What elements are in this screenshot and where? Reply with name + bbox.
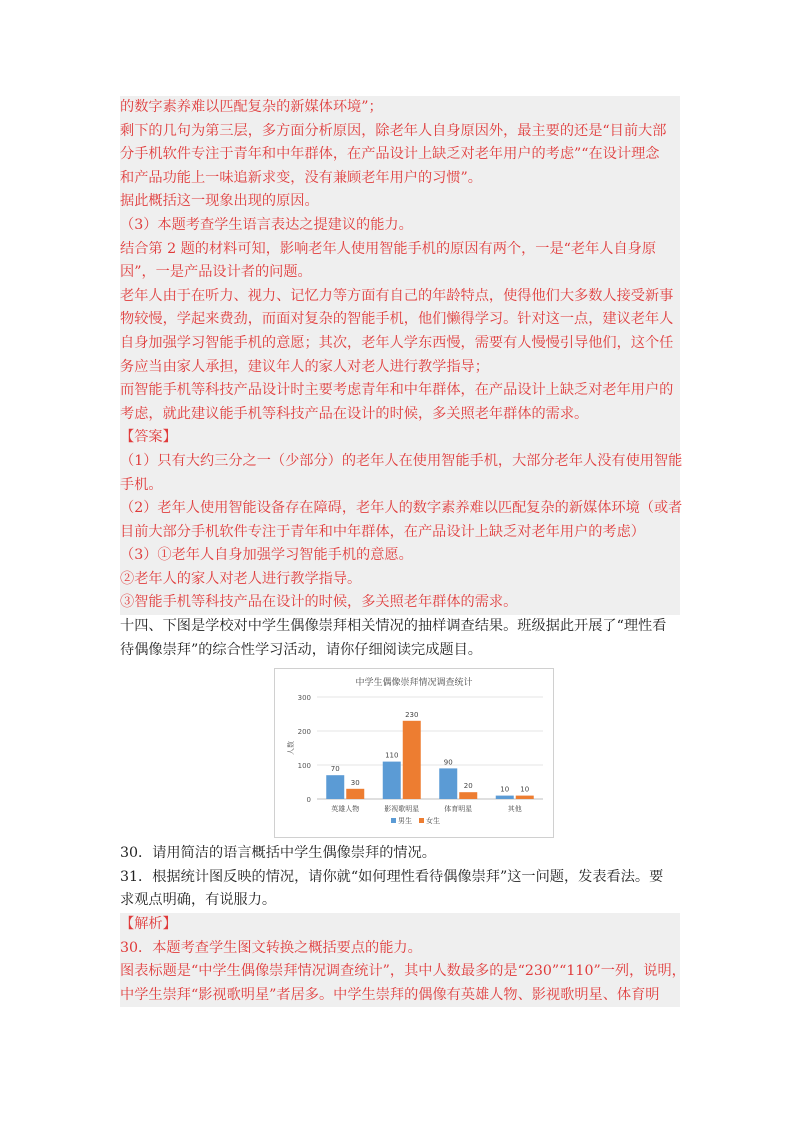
text-line: 分手机软件专注于青年和中年群体，在产品设计上缺乏对老年用户的考虑”“在设计理念 xyxy=(120,146,660,163)
data-label: 30 xyxy=(350,779,360,788)
bar-male xyxy=(439,769,457,800)
text-line: 据此概括这一现象出现的原因。 xyxy=(120,193,319,210)
chart-title: 中学生偶像崇拜情况调查统计 xyxy=(355,678,473,689)
text-line: 结合第 2 题的材料可知，影响老年人使用智能手机的原因有两个，一是“老年人自身原 xyxy=(120,240,657,257)
y-tick-label: 0 xyxy=(306,796,311,805)
text-line: 而智能手机等科技产品设计时主要考虑青年和中年群体，在产品设计上缺乏对老年用户的 xyxy=(120,382,674,399)
analysis-tag: 【解析】 xyxy=(120,916,177,933)
questions-30-31 xyxy=(120,842,680,913)
legend-label: 男生 xyxy=(398,817,412,826)
data-label: 230 xyxy=(405,711,419,720)
text-line: 剩下的几句为第三层，多方面分析原因，除老年人自身原因外，最主要的还是“目前大部 xyxy=(120,122,667,139)
bar-female xyxy=(346,789,364,799)
analysis-line: 30．本题考查学生图文转换之概括要点的能力。 xyxy=(120,939,422,956)
analysis-line: 图表标题是“中学生偶像崇拜情况调查统计”，其中人数最多的是“230”“110”一列，说明， xyxy=(120,963,686,980)
text-line: 自身加强学习智能手机的意愿；其次，老年人学东西慢，需要有人慢慢引导他们，这个任 xyxy=(120,334,674,351)
bar-male xyxy=(326,775,344,799)
y-tick-label: 100 xyxy=(297,762,311,771)
text-line: 考虑，就此建议能手机等科技产品在设计的时候，多关照老年群体的需求。 xyxy=(120,405,589,422)
x-tick-label: 其他 xyxy=(507,805,522,814)
bar-male xyxy=(383,762,401,799)
legend-swatch xyxy=(419,818,424,823)
answer-line: ③智能手机等科技产品在设计的时候，多关照老年群体的需求。 xyxy=(120,594,518,611)
explanation-block xyxy=(120,96,683,615)
question-line: 待偶像崇拜”的综合性学习活动，请你仔细阅读完成题目。 xyxy=(120,641,482,658)
y-axis-label: 人数 xyxy=(287,741,295,756)
answer-line: （3）①老年人自身加强学习智能手机的意愿。 xyxy=(120,547,413,564)
y-tick-label: 300 xyxy=(297,694,311,703)
bar-female xyxy=(403,721,421,799)
text-line: （3）本题考查学生语言表达之提建议的能力。 xyxy=(120,216,413,233)
data-label: 70 xyxy=(330,765,340,774)
question-line: 30．请用简洁的语言概括中学生偶像崇拜的情况。 xyxy=(120,845,436,862)
bar-female xyxy=(459,792,477,799)
question-line: 31．根据统计图反映的情况，请你就“如何理性看待偶像崇拜”这一问题，发表看法。要 xyxy=(120,868,664,885)
data-label: 90 xyxy=(443,758,453,767)
text-line: 的数字素养难以匹配复杂的新媒体环境”； xyxy=(120,99,383,115)
answer-line: 手机。 xyxy=(120,476,163,493)
data-label: 10 xyxy=(520,785,530,794)
question-line: 求观点明确，有说服力。 xyxy=(120,892,277,909)
question-line: 十四、下图是学校对中学生偶像崇拜相关情况的抽样调查结果。班级据此开展了“理性看 xyxy=(120,618,667,635)
answer-tag: 【答案】 xyxy=(120,429,177,446)
text-line: 因”，一是产品设计者的问题。 xyxy=(120,264,312,281)
chart-svg xyxy=(275,669,553,837)
bar-chart xyxy=(274,668,554,838)
data-label: 20 xyxy=(463,782,473,791)
answer-line: 目前大部分手机软件专注于青年和中年群体，在产品设计上缺乏对老年用户的考虑） xyxy=(120,523,645,540)
x-tick-label: 体育明星 xyxy=(444,805,473,814)
data-label: 110 xyxy=(385,751,399,760)
text-line: 务应当由家人承担，建议年人的家人对老人进行教学指导； xyxy=(120,358,489,375)
text-line: 老年人由于在听力、视力、记忆力等方面有自己的年龄特点，使得他们大多数人接受新事 xyxy=(120,287,674,304)
document-page xyxy=(120,96,686,1007)
question-14 xyxy=(120,615,680,662)
x-tick-label: 影视歌明星 xyxy=(384,805,420,814)
legend-swatch xyxy=(391,818,396,823)
text-line: 和产品功能上一味追新求变，没有兼顾老年用户的习惯”。 xyxy=(120,169,482,186)
y-tick-label: 200 xyxy=(297,728,311,737)
answer-line: （1）只有大约三分之一（少部分）的老年人在使用智能手机，大部分老年人没有使用智能 xyxy=(120,452,683,469)
x-tick-label: 英雄人物 xyxy=(331,805,360,814)
bar-female xyxy=(516,796,534,799)
answer-line: ②老年人的家人对老人进行教学指导。 xyxy=(120,570,362,587)
analysis-line: 中学生崇拜“影视歌明星”者居多。中学生崇拜的偶像有英雄人物、影视歌明星、体育明 xyxy=(120,986,660,1003)
answer-line: （2）老年人使用智能设备存在障碍，老年人的数字素养难以匹配复杂的新媒体环境（或者 xyxy=(120,500,683,517)
legend-label: 女生 xyxy=(426,817,440,826)
text-line: 物较慢，学起来费劲，而面对复杂的智能手机，他们懒得学习。针对这一点，建议老年人 xyxy=(120,311,674,328)
analysis-block xyxy=(120,913,686,1007)
bar-male xyxy=(496,796,514,799)
data-label: 10 xyxy=(500,785,510,794)
